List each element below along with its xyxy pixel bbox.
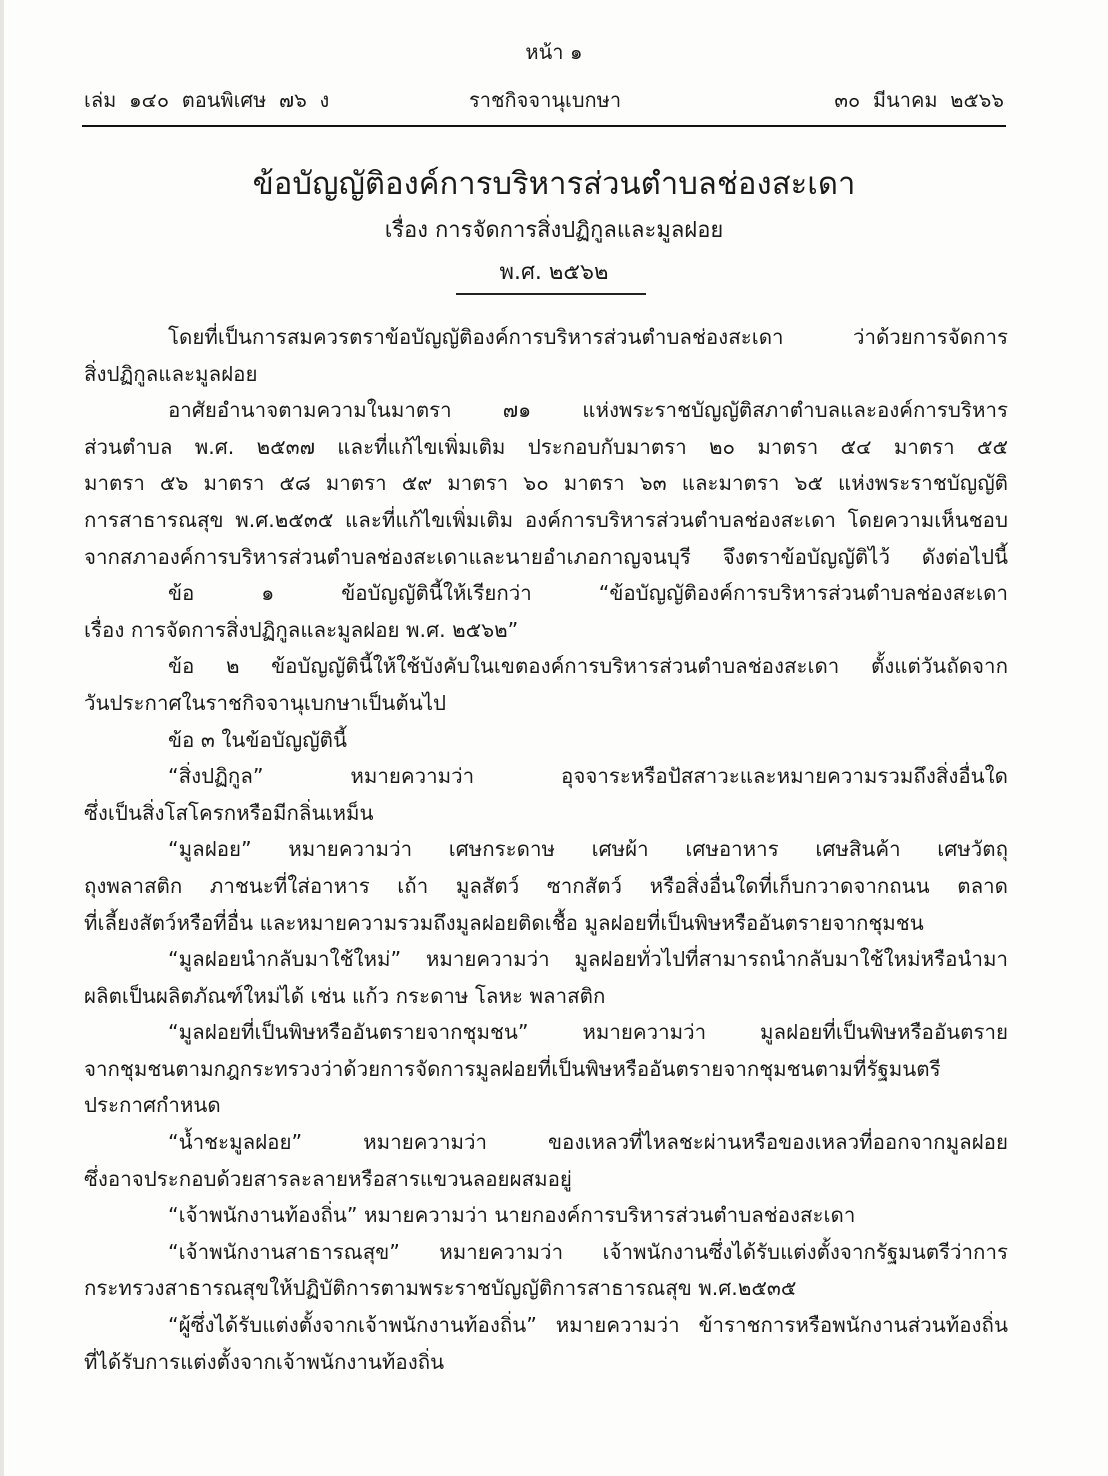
- body-line: วันประกาศในราชกิจจานุเบกษาเป็นต้นไป: [84, 690, 447, 715]
- publication-name: ราชกิจจานุเบกษา: [469, 88, 622, 112]
- body-line: การสาธารณสุข พ.ศ.๒๕๓๕ และที่แก้ไขเพิ่มเติม องค์การบริหารส่วนตำบลช่องสะเดา โดยความเห็นชอบ: [84, 507, 1008, 532]
- page-number: หน้า ๑: [525, 40, 583, 64]
- body-line: ประกาศกำหนด: [84, 1093, 221, 1118]
- document-body: [84, 322, 1008, 1383]
- body-line: มาตรา ๕๖ มาตรา ๕๘ มาตรา ๕๙ มาตรา ๖๐ มาตรา ๖๓ และมาตรา ๖๕ แห่งพระราชบัญญัติ: [84, 471, 1008, 496]
- body-line: ที่เลี้ยงสัตว์หรือที่อื่น และหมายความรวมถึงมูลฝอยติดเชื้อ มูลฝอยที่เป็นพิษหรืออันตรายจากชุมชน: [84, 910, 924, 935]
- body-line: “สิ่งปฏิกูล” หมายความว่า อุจจาระหรือปัสสาวะและหมายความรวมถึงสิ่งอื่นใด: [168, 764, 1008, 789]
- body-line: โดยที่เป็นการสมควรตราข้อบัญญัติองค์การบริหารส่วนตำบลช่องสะเดา ว่าด้วยการจัดการ: [168, 325, 1008, 349]
- body-line: กระทรวงสาธารณสุขให้ปฏิบัติการตามพระราชบัญญัติการสาธารณสุข พ.ศ.๒๕๓๕: [84, 1276, 797, 1301]
- body-line: ถุงพลาสติก ภาชนะที่ใส่อาหาร เถ้า มูลสัตว์ ซากสัตว์ หรือสิ่งอื่นใดที่เก็บกวาดจากถนน ตลาด: [84, 873, 1008, 898]
- header-divider: [82, 125, 1006, 127]
- body-line: เรื่อง การจัดการสิ่งปฏิกูลและมูลฝอย พ.ศ. ๒๕๖๒”: [84, 617, 519, 642]
- body-line: ซึ่งเป็นสิ่งโสโครกหรือมีกลิ่นเหม็น: [84, 800, 374, 825]
- body-line: ข้อ ๓ ในข้อบัญญัตินี้: [168, 727, 347, 752]
- body-line: “มูลฝอย” หมายความว่า เศษกระดาษ เศษผ้า เศษอาหาร เศษสินค้า เศษวัตถุ: [168, 837, 1008, 862]
- publication-date: ๓๐ มีนาคม ๒๕๖๖: [834, 88, 1004, 112]
- body-line: ที่ได้รับการแต่งตั้งจากเจ้าพนักงานท้องถิ่น: [84, 1349, 445, 1374]
- volume-issue: เล่ม ๑๔๐ ตอนพิเศษ ๗๖ ง: [84, 88, 330, 112]
- document-title: ข้อบัญญัติองค์การบริหารส่วนตำบลช่องสะเดา: [252, 166, 856, 202]
- body-line: ผลิตเป็นผลิตภัณฑ์ใหม่ได้ เช่น แก้ว กระดาษ โลหะ พลาสติก: [84, 983, 606, 1008]
- document-year: พ.ศ. ๒๕๖๒: [499, 260, 609, 285]
- gazette-header: [84, 84, 1004, 118]
- body-line: “น้ำชะมูลฝอย” หมายความว่า ของเหลวที่ไหลชะผ่านหรือของเหลวที่ออกจากมูลฝอย: [168, 1130, 1008, 1155]
- body-line: “มูลฝอยนำกลับมาใช้ใหม่” หมายความว่า มูลฝอยทั่วไปที่สามารถนำกลับมาใช้ใหม่หรือนำมา: [168, 947, 1008, 972]
- body-line: จากสภาองค์การบริหารส่วนตำบลช่องสะเดาและนายอำเภอกาญจนบุรี จึงตราข้อบัญญัติไว้ ดังต่อไปนี้: [84, 544, 1008, 569]
- body-line: อาศัยอำนาจตามความในมาตรา ๗๑ แห่งพระราชบัญญัติสภาตำบลและองค์การบริหาร: [168, 398, 1008, 423]
- body-line: ซึ่งอาจประกอบด้วยสารละลายหรือสารแขวนลอยผสมอยู่: [84, 1166, 572, 1191]
- body-line: ข้อ ๒ ข้อบัญญัตินี้ให้ใช้บังคับในเขตองค์การบริหารส่วนตำบลช่องสะเดา ตั้งแต่วันถัดจาก: [168, 654, 1008, 679]
- body-line: “ผู้ซึ่งได้รับแต่งตั้งจากเจ้าพนักงานท้องถิ่น” หมายความว่า ข้าราชการหรือพนักงานส่วนท้องถิ่น: [168, 1313, 1008, 1338]
- body-line: ข้อ ๑ ข้อบัญญัตินี้ให้เรียกว่า “ข้อบัญญัติองค์การบริหารส่วนตำบลช่องสะเดา: [168, 581, 1008, 606]
- body-line: “เจ้าพนักงานท้องถิ่น” หมายความว่า นายกองค์การบริหารส่วนตำบลช่องสะเดา: [168, 1203, 856, 1228]
- body-line: “มูลฝอยที่เป็นพิษหรืออันตรายจากชุมชน” หมายความว่า มูลฝอยที่เป็นพิษหรืออันตราย: [168, 1020, 1008, 1045]
- body-line: “เจ้าพนักงานสาธารณสุข” หมายความว่า เจ้าพนักงานซึ่งได้รับแต่งตั้งจากรัฐมนตรีว่าการ: [168, 1239, 1008, 1264]
- body-line: ส่วนตำบล พ.ศ. ๒๕๓๗ และที่แก้ไขเพิ่มเติม ประกอบกับมาตรา ๒๐ มาตรา ๕๔ มาตรา ๕๕: [84, 434, 1008, 459]
- body-line: สิ่งปฏิกูลและมูลฝอย: [84, 361, 258, 386]
- document-subtitle: เรื่อง การจัดการสิ่งปฏิกูลและมูลฝอย: [384, 218, 724, 243]
- body-line: จากชุมชนตามกฎกระทรวงว่าด้วยการจัดการมูลฝอยที่เป็นพิษหรืออันตรายจากชุมชนตามที่รัฐมนตรี: [84, 1056, 941, 1081]
- title-divider: [456, 293, 646, 295]
